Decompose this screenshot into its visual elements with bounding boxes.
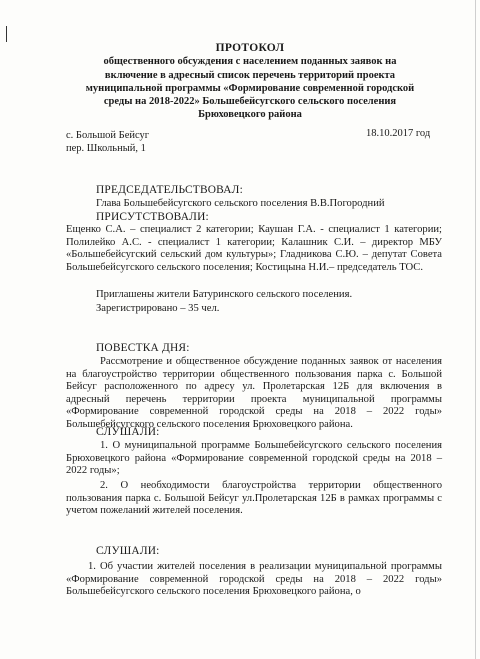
subtitle-line-1: общественного обсуждения с населением поданных заявок на [103,56,397,68]
protocol-heading [60,42,440,122]
chair-heading: ПРЕДСЕДАТЕЛЬСТВОВАЛ: [96,184,243,196]
place-line-1: с. Большой Бейсуг [66,130,150,141]
subtitle-line-4: среды на 2018-2022» Большебейсугского сельского поселения [103,96,397,108]
heard-heading-1: СЛУШАЛИ: [96,426,160,438]
invited-text: Приглашены жители Батуринского сельского поселения. [96,289,353,300]
heard-item-2: 2. О необходимости благоустройства территории общественного пользования парка с. Большой Бейсуг ул.Пролетарская 12Б в рамках программы с учетом пожеланий жителей поселения. [66,480,442,516]
subtitle-line-2: включение в адресный список перечень территорий проекта [104,69,396,81]
protocol-date: 18.10.2017 год [366,128,431,139]
scan-edge [475,0,476,659]
protocol-title: ПРОТОКОЛ [215,42,285,54]
scan-mark [6,26,7,42]
registered-text: Зарегистрировано – 35 чел. [96,303,220,314]
place-line-2: пер. Школьный, 1 [66,143,146,154]
heard-item-1: 1. О муниципальной программе Большебейсугского сельского поселения Брюховецкого района «Формирование современной городской среды на 2018 – 2022 годы»; [66,440,442,476]
subtitle-line-3: муниципальной программы «Формирование современной городской [85,82,415,94]
agenda-text: Рассмотрение и общественное обсуждение поданных заявок от населения на благоустройство территории общественного пользования парка с. Большой Бейсуг расположенного по адресу ул. Пролетарская 12Б для включения в адресный перечень территории проекта муниципальной программы «Формирование современной городской среды на 2018 – 2022 годы» Большебейсугского сельского поселения Брюховецкого района. [66,356,442,430]
heard-heading-2: СЛУШАЛИ: [96,545,160,557]
present-heading: ПРИСУТСТВОВАЛИ: [96,211,209,223]
agenda-heading: ПОВЕСТКА ДНЯ: [96,342,190,354]
subtitle-line-5: Брюховецкого района [198,109,302,121]
heard2-item-1: 1. Об участии жителей поселения в реализации муниципальной программы «Формирование современной городской среды на 2018 – 2022 годы» Большебейсугского сельского поселения Брюховецкого района, о [66,561,442,597]
present-text: Ещенко С.А. – специалист 2 категории; Каушан Г.А. - специалист 1 категории; Полилейко А.С. - специалист 1 категории; Калашник С.И. – директор МБУ «Большебейсугский сельский дом культуры»; Гладникова С.Ю. – депутат Совета Большебейсугского сельского поселения; Костицына Н.И.– председатель ТОС. [66,224,442,273]
chair-text: Глава Большебейсугского сельского поселения В.В.Погородний [96,198,385,209]
